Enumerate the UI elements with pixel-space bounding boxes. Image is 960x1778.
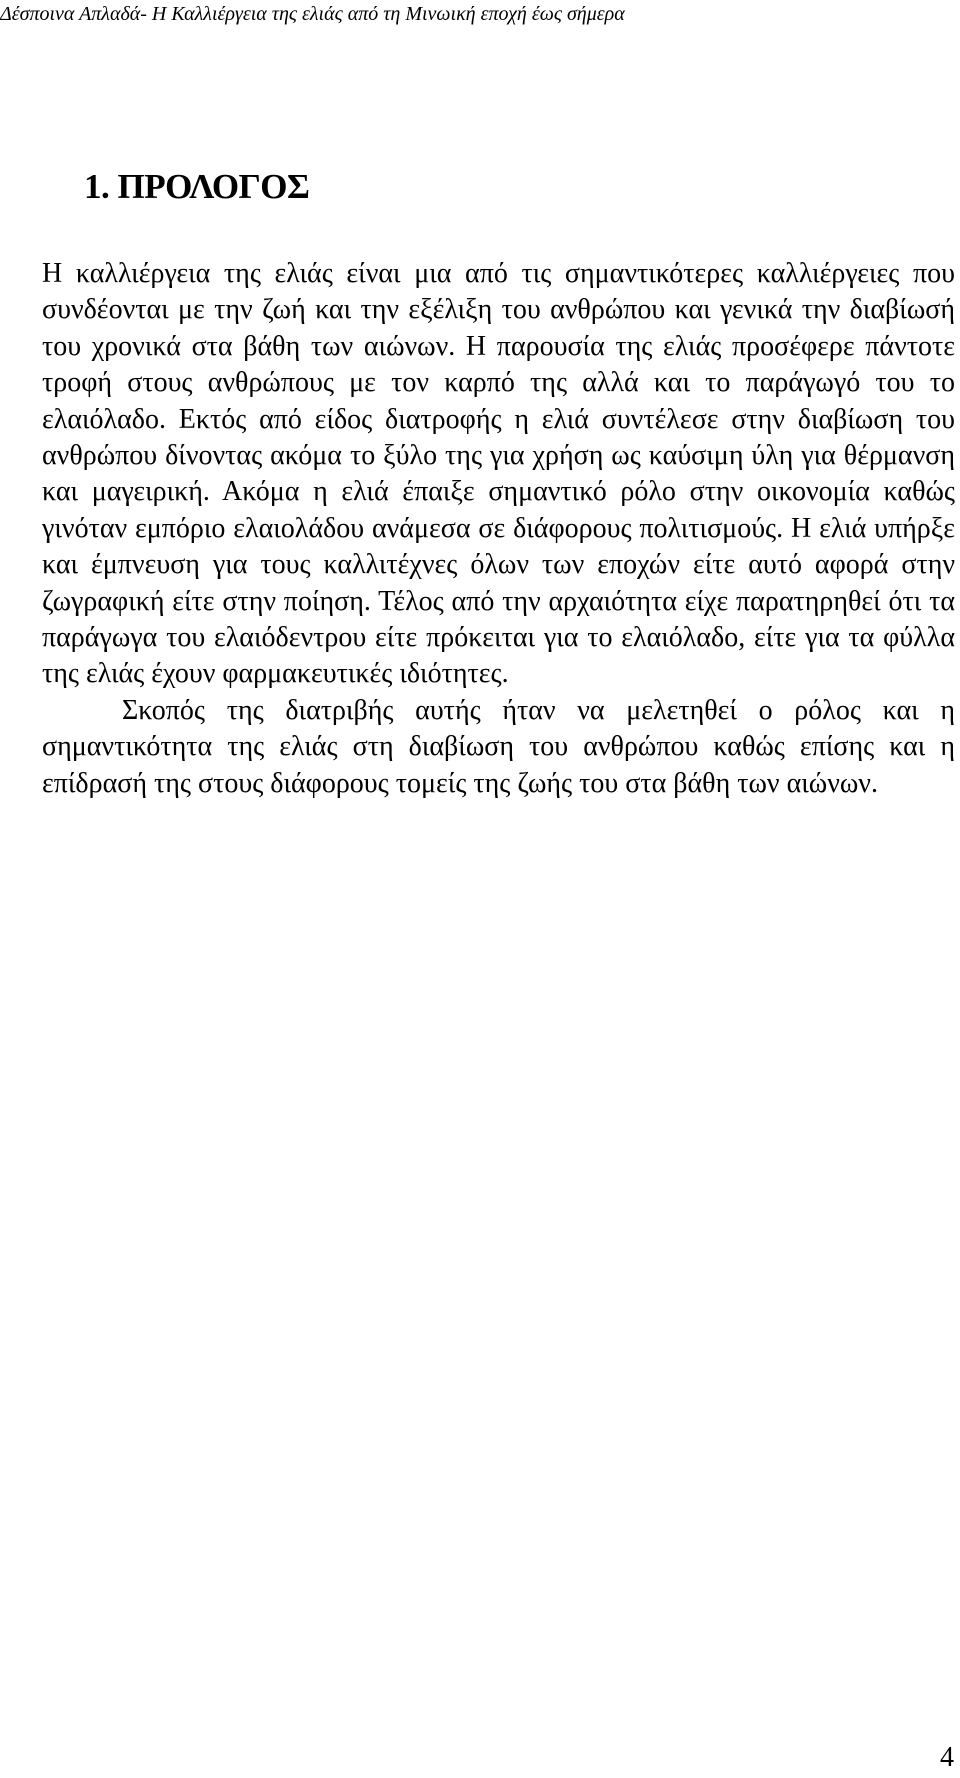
section-title: 1. ΠΡΟΛΟΓΟΣ — [84, 167, 310, 206]
paragraph-intro: Η καλλιέργεια της ελιάς είναι μια από τις σημαντικότερες καλλιέργειες που συνδέονται με την ζωή και την εξέλιξη του ανθρώπου και γενικά την διαβίωσή του χρονικά στα βάθη των αιώνων. Η παρουσία της ελιάς προσέφερε πάντοτε τροφή στους ανθρώπους με τον καρπό της αλλά και το παράγωγό του το ελαιόλαδο. Εκτός από είδος διατροφής η ελιά συντέλεσε στην διαβίωση του ανθρώπου δίνοντας ακόμα το ξύλο της για χρήση ως καύσιμη ύλη για θέρμανση και μαγειρική. Ακόμα η ελιά έπαιξε σημαντικό ρόλο στην οικονομία καθώς γινόταν εμπόριο ελαιολάδου ανάμεσα σε διάφορους πολιτισμούς. Η ελιά υπήρξε και έμπνευση για τους καλλιτέχνες όλων των εποχών είτε αυτό αφορά στην ζωγραφική είτε στην ποίηση. Τέλος από την αρχαιότητα είχε παρατηρηθεί ότι τα παράγωγα του ελαιόδεντρου είτε πρόκειται για το ελαιόλαδο, είτε για τα φύλλα της ελιάς έχουν φαρμακευτικές ιδιότητες. — [42, 258, 955, 690]
running-header: Δέσποινα Απλαδά- Η Καλλιέργεια της ελιάς από τη Μινωική εποχή έως σήμερα — [0, 3, 625, 25]
paragraph-purpose: Σκοπός της διατριβής αυτής ήταν να μελετηθεί ο ρόλος και η σημαντικότητα της ελιάς στη διαβίωση του ανθρώπου καθώς επίσης και η επίδρασή της στους διάφορους τομείς της ζωής του στα βάθη των αιώνων. — [42, 694, 955, 799]
page-number: 4 — [940, 1742, 954, 1773]
body-text — [42, 256, 955, 802]
